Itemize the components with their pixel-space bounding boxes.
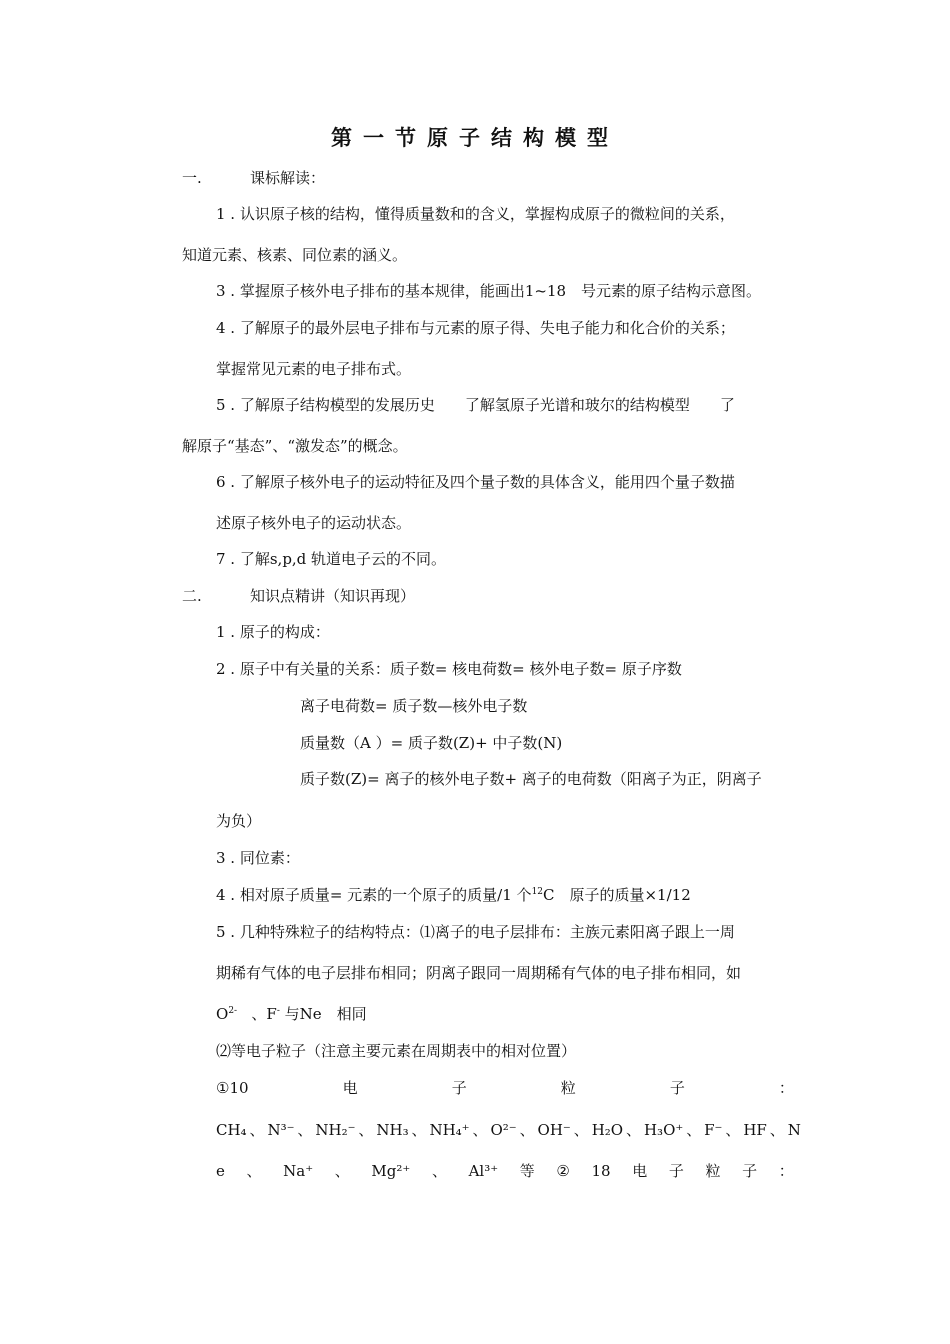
ten-electron-label-line [216,1078,794,1098]
formula: CH₄ [216,1121,247,1139]
paragraph-line: 4 . 了解原子的最外层电子排布与元素的原子得、失电子能力和化合价的关系； [216,319,735,337]
separator: 、 [334,1162,350,1180]
formula: N [787,1121,801,1139]
paragraph-line [216,885,691,905]
paragraph-line: 3 . 掌握原子核外电子排布的基本规律，能画出1~18 号元素的原子结构示意图。 [216,282,762,300]
formula: H₃O⁺ [643,1121,684,1139]
text-run: ①10 [216,1079,249,1097]
text-run: 等 [519,1162,535,1180]
formula: e [216,1162,225,1180]
text-run: ： [778,1162,794,1180]
paragraph-line: 5 . 几种特殊粒子的结构特点：⑴离子的电子层排布：主族元素阳离子跟上一周 [216,923,735,941]
text-run: 电 [632,1162,648,1180]
section-title: 知识点精讲（知识再现） [250,587,416,605]
text-run: 与Ne 相同 [284,1005,367,1023]
paragraph-line: 掌握常见元素的电子排布式。 [216,360,412,378]
formula: N³⁻ [267,1121,295,1139]
text-run: 子 [451,1079,467,1097]
section-number: 二. [182,587,202,605]
text-run: ： [778,1079,794,1097]
formula: Mg²⁺ [371,1162,411,1180]
separator: 、 [246,1162,262,1180]
paragraph-line: 质量数（A ）= 质子数(Z)+ 中子数(N) [300,734,563,752]
formula: O²⁻ [490,1121,517,1139]
text-run: C 原子的质量×1/12 [543,886,691,904]
separator: 、 [472,1121,488,1139]
paragraph-line [216,1004,367,1024]
separator: 、 [519,1121,535,1139]
formula: HF [743,1121,767,1139]
formula: Al³⁺ [468,1162,499,1180]
superscript: 12 [531,887,544,897]
paragraph-line: 1 . 原子的构成： [216,623,330,641]
text-run: 18 [591,1162,611,1180]
paragraph-line: 1 . 认识原子核的结构，懂得质量数和的含义，掌握构成原子的微粒间的关系， [216,205,735,223]
text-run: 子 [742,1162,758,1180]
paragraph-line: 6 . 了解原子核外电子的运动特征及四个量子数的具体含义，能用四个量子数描 [216,473,735,491]
text-run: 粒 [705,1162,721,1180]
separator: 、 [431,1162,447,1180]
formula: NH₄⁺ [429,1121,470,1139]
paragraph-line: 5 . 了解原子结构模型的发展历史 了解氢原子光谱和玻尔的结构模型 了 [216,396,735,414]
paragraph-line: 解原子“基态”、“激发态”的概念。 [182,437,408,455]
formula: OH⁻ [537,1121,571,1139]
page-title: 第一节原子结构模型 [331,125,619,150]
formula: NH₂⁻ [315,1121,356,1139]
text-run: 粒 [560,1079,576,1097]
separator: 、 [626,1121,642,1139]
separator: 、 [411,1121,427,1139]
paragraph-line: 知道元素、核素、同位素的涵义。 [182,246,408,264]
separator: 、 [769,1121,785,1139]
text-run: ② [556,1162,570,1180]
text-run: O [216,1005,229,1023]
text-run: 、F [251,1005,277,1023]
formula: H₂O [591,1121,624,1139]
paragraph-line: ⑵等电子粒子（注意主要元素在周期表中的相对位置） [216,1042,577,1060]
separator: 、 [573,1121,589,1139]
text-run: 电 [342,1079,358,1097]
text-run: 子 [668,1162,684,1180]
ten-electron-particles-line [216,1120,801,1140]
formula: Na⁺ [283,1162,314,1180]
paragraph-line: 2 . 原子中有关量的关系：质子数= 核电荷数= 核外电子数= 原子序数 [216,660,682,678]
text-run: 4 . 相对原子质量= 元素的一个原子的质量/1 个 [216,886,532,904]
text-run: 子 [669,1079,685,1097]
formula: NH₃ [376,1121,409,1139]
particles-continuation-line [216,1161,794,1181]
separator: 、 [358,1121,374,1139]
separator: 、 [686,1121,702,1139]
superscript: 2- [228,1006,238,1016]
separator: 、 [297,1121,313,1139]
paragraph-line: 期稀有气体的电子层排布相同；阴离子跟同一周期稀有气体的电子排布相同，如 [216,964,742,982]
separator: 、 [249,1121,265,1139]
section-title: 课标解读： [250,169,326,187]
paragraph-line: 质子数(Z)= 离子的核外电子数+ 离子的电荷数（阳离子为正，阴离子 [300,770,762,788]
superscript: - [276,1006,280,1016]
paragraph-line: 述原子核外电子的运动状态。 [216,514,412,532]
paragraph-line: 离子电荷数= 质子数—核外电子数 [300,697,528,715]
paragraph-line: 为负） [216,812,262,830]
section-number: 一. [182,169,202,187]
paragraph-line: 7 . 了解s,p,d 轨道电子云的不同。 [216,550,447,568]
paragraph-line: 3 . 同位素： [216,849,300,867]
separator: 、 [725,1121,741,1139]
formula: F⁻ [704,1121,723,1139]
